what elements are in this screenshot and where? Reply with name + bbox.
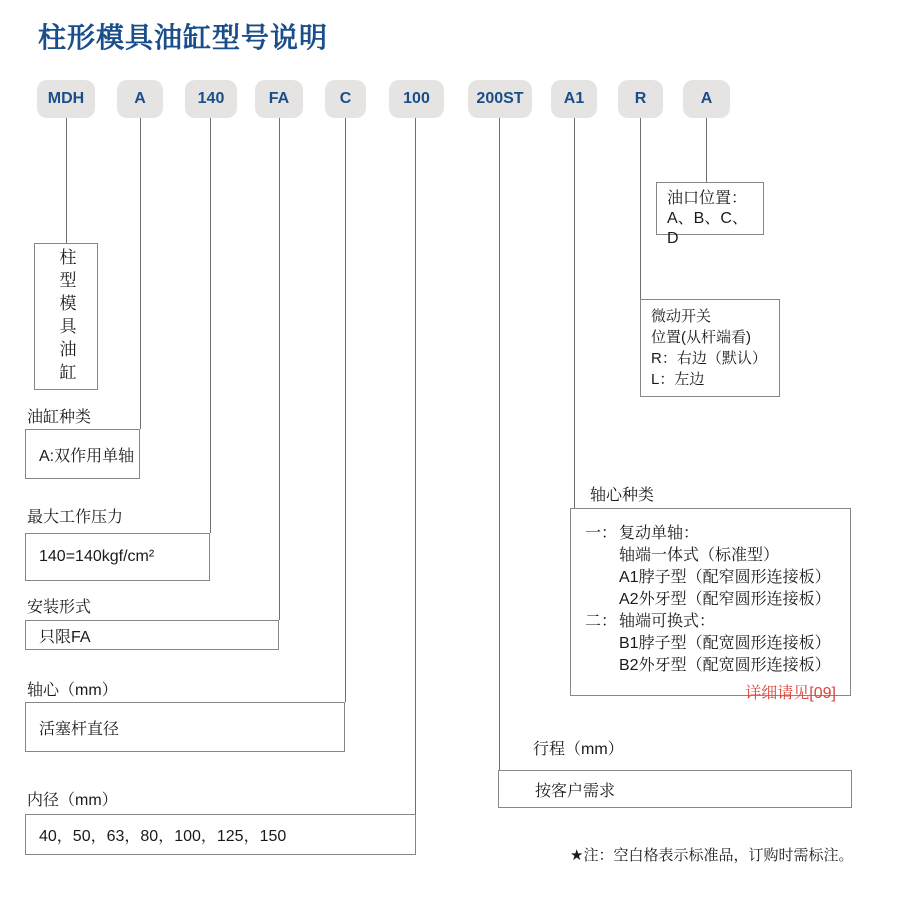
page-title: 柱形模具油缸型号说明 [38,22,329,53]
shaft-type-label: 轴心种类 [590,487,655,504]
shaft-type-item1: 一： 复动单轴： [585,523,838,545]
shaft-type-item1-sub1: 轴端一体式（标准型） [619,547,780,564]
cylinder-type-box [34,243,98,390]
micro-switch-line3: R：右边（默认） [651,350,767,367]
connector-line-140 [210,118,211,533]
shaft-type-item2-sub2: B2外牙型（配宽圆形连接板） [619,657,831,674]
mounting-value: 只限FA [39,628,91,646]
connector-line-fa [279,118,280,620]
micro-switch-line2: 位置(从杆端看) [651,329,751,346]
pressure-box [25,533,210,581]
pressure-label: 最大工作压力 [27,509,124,526]
footnote: ★注：空白格表示标准品，订购时需标注。 [570,847,854,864]
code-segment-c: C [325,80,366,118]
code-segment-mdh: MDH [37,80,95,118]
shaft-type-item1-sub3: A2外牙型（配窄圆形连接板） [619,591,831,608]
connector-line-c [345,118,346,702]
shaft-type-box [570,508,851,702]
shaft-type-item2-sub1: B1脖子型（配宽圆形连接板） [619,635,831,652]
micro-switch-line4: L：左边 [651,371,705,388]
port-position-box [656,182,764,247]
mounting-box [25,620,279,650]
cylinder-kind-box [25,429,140,479]
port-position-options: A、B、C、D [667,210,748,247]
pressure-value: 140=140kgf/cm² [39,548,155,565]
code-segment-100: 100 [389,80,444,118]
cylinder-kind-value: A:双作用单轴 [39,447,135,465]
shaft-type-item1-prefix: 一： [585,525,618,542]
cylinder-type-text: 柱型模具油缸 [56,247,76,386]
shaft-type-detail-note: 详细请见[09] [745,685,836,702]
mounting-label: 安装形式 [27,599,92,616]
bore-value: 40，50，63，80，100，125，150 [39,828,287,845]
connector-line-mdh [66,118,67,243]
code-segment-200st: 200ST [468,80,532,118]
code-segment-a-port: A [683,80,730,118]
shaft-value: 活塞杆直径 [39,720,120,738]
shaft-type-item2: 二： 轴端可换式： [585,611,838,633]
stroke-label: 行程（mm） [533,741,624,758]
cylinder-kind-label: 油缸种类 [27,409,92,426]
code-segment-fa: FA [255,80,303,118]
connector-line-a1 [574,118,575,508]
shaft-type-item1-sub2: A1脖子型（配窄圆形连接板） [619,569,831,586]
shaft-label: 轴心（mm） [27,682,118,699]
stroke-box [498,770,852,808]
connector-line-a [140,118,141,429]
code-segment-a1: A1 [551,80,597,118]
connector-line-200st [499,118,500,770]
micro-switch-box [640,299,780,397]
shaft-type-item2-prefix: 二： [585,613,618,630]
connector-line-100 [415,118,416,814]
bore-label: 内径（mm） [27,792,118,809]
code-segment-a: A [117,80,163,118]
code-segment-r: R [618,80,663,118]
shaft-box [25,702,345,752]
stroke-value: 按客户需求 [535,782,616,800]
connector-line-port [706,118,707,182]
port-position-title: 油口位置： [667,190,748,207]
bore-box [25,814,416,855]
connector-line-r [640,118,641,299]
code-segment-140: 140 [185,80,237,118]
micro-switch-line1: 微动开关 [651,308,712,325]
